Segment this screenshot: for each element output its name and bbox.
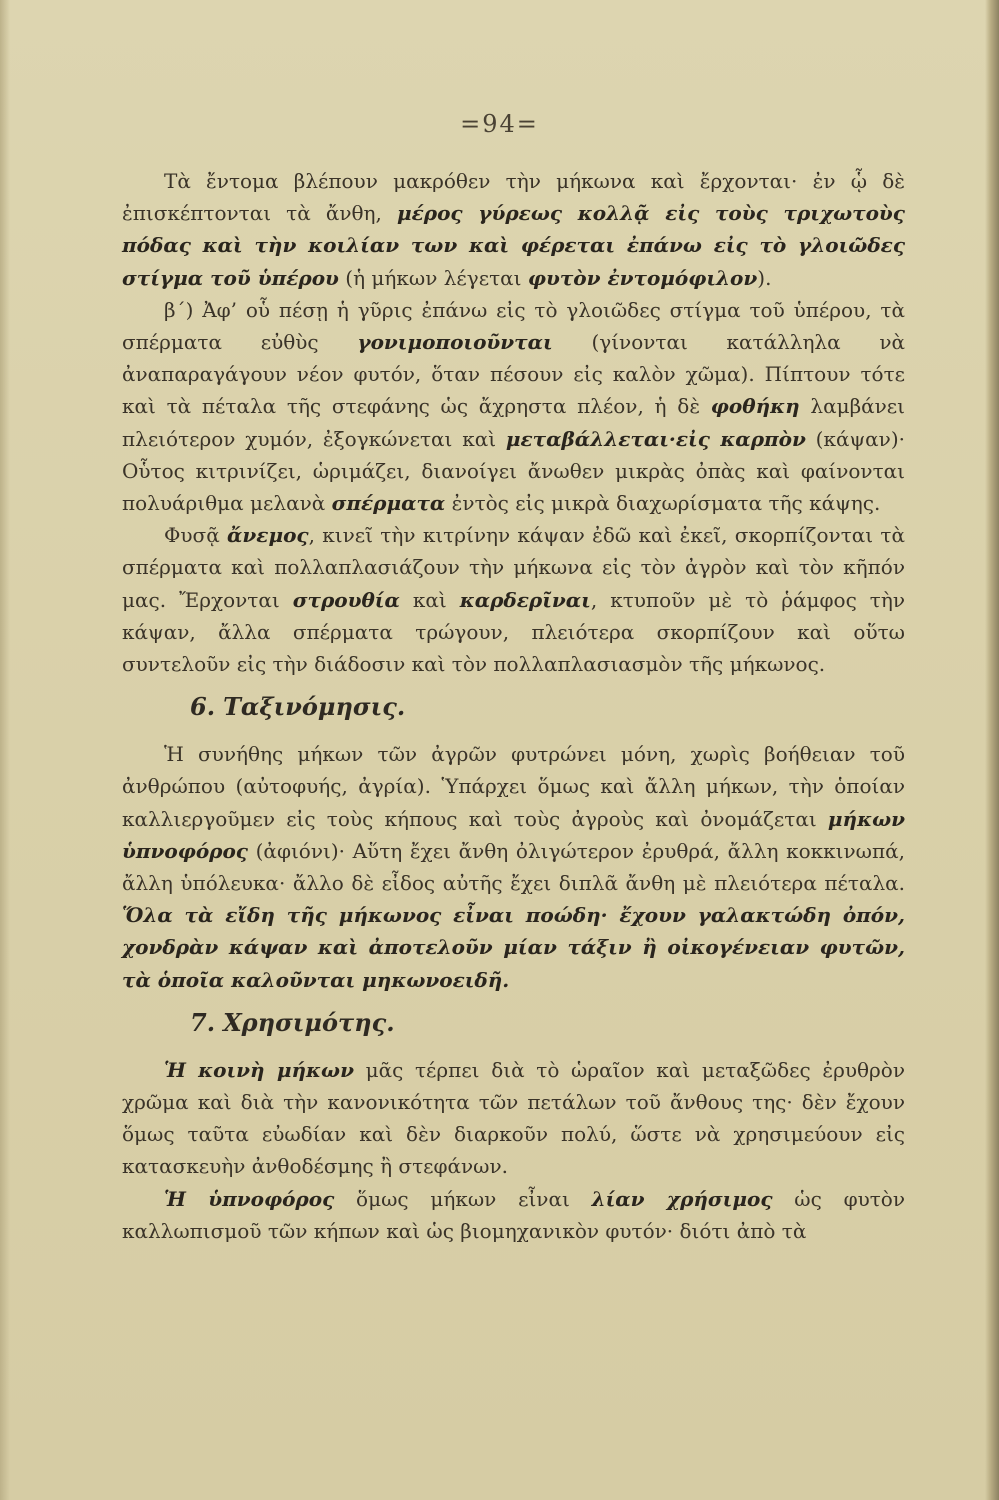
text-run: , κτυποῦν μὲ τὸ ῥάμφος τὴν κάψαν, ἄλλα σπέρματα τρώγουν, πλειότερα σκορπίζουν καὶ οὕτω συντελοῦν εἰς τὴν διάδοσιν καὶ τὸν πολλαπλασιασμὸν τῆς μήκωνος.	[122, 587, 905, 677]
page-right-edge	[985, 0, 999, 1500]
section-heading-classification	[190, 690, 905, 724]
text-run: λαμβάνει πλειότερον χυμόν, ἐξογκώνεται καὶ	[122, 394, 905, 451]
section-number: 7.	[190, 1007, 216, 1037]
text-run: (ἀφιόνι)· Αὕτη ἔχει ἄνθη ὀλιγώτερον ἐρυθρά, ἄλλη κοκκινωπά, ἄλλη ὑπόλευκα· ἄλλο δὲ εἶδος αὐτῆς ἔχει διπλᾶ ἄνθη μὲ πλειότερα πέταλα.	[122, 838, 905, 896]
text-run: καὶ	[399, 587, 460, 612]
section-title: Χρησιμότης.	[223, 1007, 395, 1037]
emphasis-run: καρδερῖναι	[459, 587, 591, 612]
emphasis-run: σπέρματα	[331, 491, 446, 516]
text-run: (γίνονται κατάλληλα νὰ ἀναπαραγάγουν νέον φυτόν, ὅταν πέσουν εἰς καλὸν χῶμα). Πίπτουν τότε καὶ τὰ πέταλα τῆς στεφάνης ὡς ἄχρηστα πλέον, ἡ δὲ	[122, 330, 906, 419]
page-body	[122, 165, 905, 1247]
page-left-edge	[0, 0, 10, 1500]
text-run: ἐντὸς εἰς μικρὰ διαχωρίσματα τῆς κάψης.	[445, 491, 881, 516]
section-heading-usefulness	[190, 1006, 905, 1040]
emphasis-run: φυτὸν ἐντομόφιλον	[527, 265, 758, 290]
paragraph-classification	[122, 738, 905, 996]
emphasis-run: λίαν χρήσιμος	[591, 1186, 773, 1211]
emphasis-run: Ὅλα τὰ εἴδη τῆς μήκωνος εἶναι ποώδη· ἔχουν γαλακτώδη ὀπόν, χονδρὰν κάψαν καὶ ἀποτελοῦν μίαν τάξιν ἢ οἰκογένειαν φυτῶν, τὰ ὁποῖα καλοῦνται μηκωνοειδῆ.	[122, 903, 905, 992]
emphasis-run: ἄνεμος	[227, 523, 309, 548]
text-run: β΄) Ἀφ’ οὗ πέσῃ ἡ γῦρις ἐπάνω εἰς τὸ γλοιῶδες στίγμα τοῦ ὑπέρου, τὰ σπέρματα εὐθὺς	[122, 297, 905, 355]
text-run: (κάψαν)· Οὗτος κιτρινίζει, ὡριμάζει, διανοίγει ἄνωθεν μικρὰς ὀπὰς καὶ φαίνονται πολυάριθμα μελανὰ	[122, 426, 905, 516]
emphasis-run: Ἡ ὑπνοφόρος	[164, 1186, 335, 1211]
emphasis-run: γονιμοποιοῦνται	[357, 330, 553, 355]
paragraph-seed-dispersal	[122, 519, 905, 680]
emphasis-run: Ἡ κοινὴ μήκων	[164, 1057, 354, 1082]
text-run: ὅμως μήκων εἶναι	[334, 1186, 592, 1211]
emphasis-run: μέρος γύρεως κολλᾷ εἰς τοὺς τριχωτοὺς πόδας καὶ τὴν κοιλίαν των καὶ φέρεται ἐπάνω εἰς τὸ γλοιῶδες στίγμα τοῦ ὑπέρου	[122, 201, 905, 290]
section-title: Ταξινόμησις.	[223, 692, 406, 722]
section-number: 6.	[190, 692, 216, 722]
text-run: μᾶς τέρπει διὰ τὸ ὡραῖον καὶ μεταξῶδες ἐρυθρὸν χρῶμα καὶ διὰ τὴν κανονικότητα τῶν πετάλων τοῦ ἄνθους της· δὲν ἔχουν ὅμως ταῦτα εὐωδίαν καὶ δὲν διαρκοῦν πολύ, ὥστε νὰ χρησιμεύουν εἰς κατασκευὴν ἀνθοδέσμης ἢ στεφάνων.	[122, 1057, 905, 1179]
emphasis-run: μεταβάλλεται·εἰς καρπὸν	[505, 426, 806, 451]
text-run: ὡς φυτὸν καλλωπισμοῦ τῶν κήπων καὶ ὡς βιομηχανικὸν φυτόν· διότι ἀπὸ τὰ	[122, 1186, 906, 1243]
paragraph-common-poppy-use	[122, 1054, 905, 1183]
text-run: Φυσᾷ	[164, 523, 228, 548]
emphasis-run: μήκων ὑπνοφόρος	[122, 806, 905, 863]
text-run: Ἡ συνήθης μήκων τῶν ἀγρῶν φυτρώνει μόνη, χωρὶς βοήθειαν τοῦ ἀνθρώπου (αὐτοφυής, ἀγρία). Ὑπάρχει ὅμως καὶ ἄλλη μήκων, τὴν ὁποίαν καλλιεργοῦμεν εἰς τοὺς κήπους καὶ τοὺς ἀγροὺς καὶ ὀνομάζεται	[122, 742, 905, 831]
text-run: , κινεῖ τὴν κιτρίνην κάψαν ἐδῶ καὶ ἐκεῖ, σκορπίζονται τὰ σπέρματα καὶ πολλαπλασιάζουν τὴν μήκωνα εἰς τὸν ἀγρὸν καὶ τὸν κῆπόν μας. Ἔρχονται	[122, 523, 905, 612]
paragraph-opium-poppy-use	[122, 1183, 905, 1247]
paragraph-insects-pollination	[122, 165, 905, 294]
text-run: (ἡ μήκων λέγεται	[338, 265, 528, 290]
emphasis-run: φοθήκη	[710, 394, 800, 419]
page-number: =94=	[460, 110, 539, 138]
text-run: ).	[757, 265, 772, 290]
emphasis-run: στρουθία	[292, 587, 400, 612]
paragraph-fertilization	[122, 294, 905, 519]
text-run: Τὰ ἔντομα βλέπουν μακρόθεν τὴν μήκωνα καὶ ἔρχονται· ἐν ᾧ δὲ ἐπισκέπτονται τὰ ἄνθη,	[122, 169, 905, 226]
